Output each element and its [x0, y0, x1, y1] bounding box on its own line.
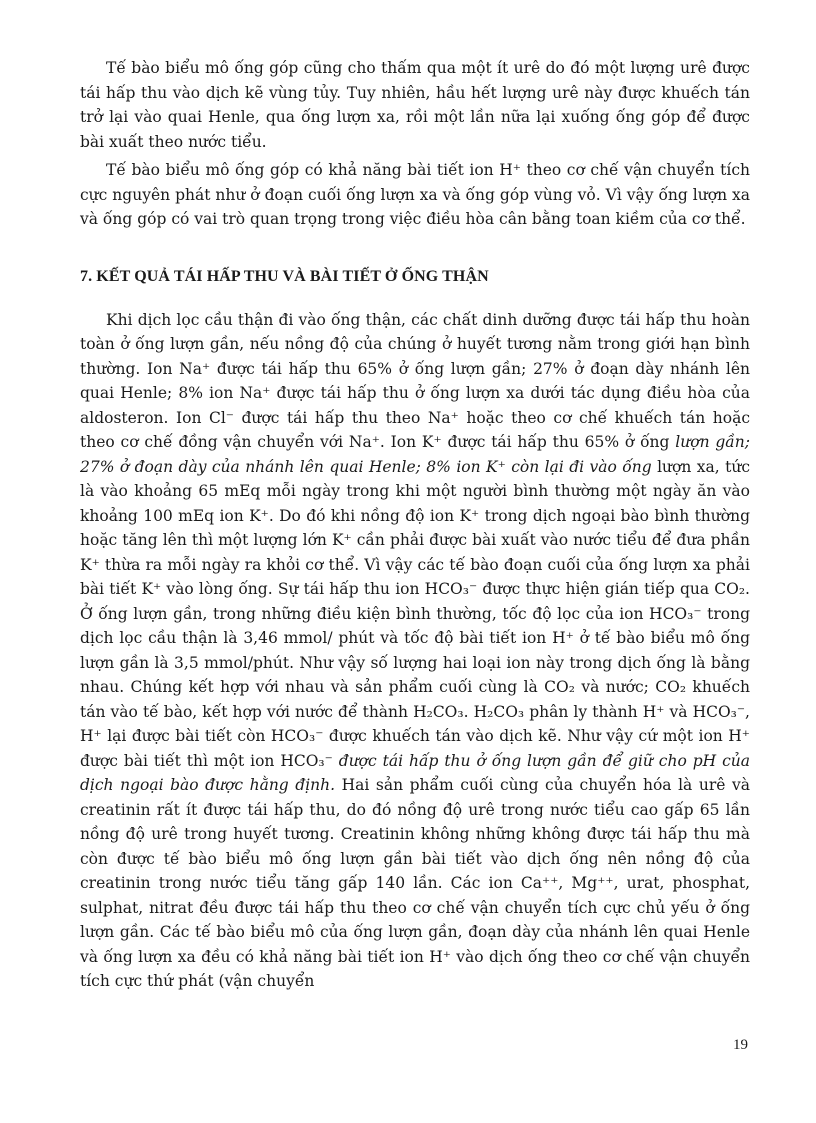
document-page: [80, 56, 750, 994]
paragraph-text-part3: lượn xa, tức là vào khoảng 65 mEq mỗi ngày trong khi một người bình thường một ngày ăn vào khoảng 100 mEq ion K⁺. Do đó khi nồng độ ion K⁺ trong dịch ngoại bào bình thường hoặc tăng lên thì một lượng lớn K⁺ cần phải được bài xuất vào nước tiểu để đưa phần K⁺ thừa ra mỗi ngày ra khỏi cơ thể. Vì vậy các tế bào đoạn cuối của ống lượn xa phải bài tiết K⁺ vào lòng ống. Sự tái hấp thu ion HCO₃⁻ được thực hiện gián tiếp qua CO₂. Ở ống lượn gần, trong những điều kiện bình thường, tốc độ lọc của ion HCO₃⁻ trong dịch lọc cầu thận là 3,46 mmol/ phút và tốc độ bài tiết ion H⁺ ở tế bào biểu mô ống lượn gần là 3,5 mmol/phút. Như vậy số lượng hai loại ion này trong dịch ống là bằng nhau. Chúng kết hợp với nhau và sản phẩm cuối cùng là CO₂ và nước; CO₂ khuếch tán vào tế bào, kết hợp với nước để thành H₂CO₃. H₂CO₃ phân ly thành H⁺ và HCO₃⁻, H⁺ lại được bài tiết còn HCO₃⁻ được khuếch tán vào dịch kẽ. Như vậy cứ một ion H⁺ được bài tiết thì một ion HCO₃⁻: [80, 457, 750, 770]
paragraph-h-secretion: Tế bào biểu mô ống góp có khả năng bài tiết ion H⁺ theo cơ chế vận chuyển tích cực nguyên phát như ở đoạn cuối ống lượn xa và ống góp vùng vỏ. Vì vậy ống lượn xa và ống góp có vai trò quan trọng trong việc điều hòa cân bằng toan kiềm của cơ thể.: [80, 161, 750, 228]
paragraph-urea-collecting-duct: Tế bào biểu mô ống góp cũng cho thấm qua một ít urê do đó một lượng urê được tái hấp thu vào dịch kẽ vùng tủy. Tuy nhiên, hầu hết lượng urê này được khuếch tán trở lại vào quai Henle, qua ống lượn xa, rồi một lần nữa lại xuống ống góp để được bài xuất theo nước tiểu.: [80, 59, 750, 151]
paragraph-text-italic-1: lượn gần; 27% ở đoạn dày của nhánh lên quai Henle; 8% ion K⁺ còn lại đi vào ống: [80, 433, 750, 476]
paragraph-text-part1: Khi dịch lọc cầu thận đi vào ống thận, các chất dinh dưỡng được tái hấp thu hoàn toàn ở ống lượn gần, nếu nồng độ của chúng ở huyết tương nằm trong giới hạn bình thường. Ion Na⁺ được tái hấp thu 65% ở ống lượn gần; 27% ở đoạn dày nhánh lên quai Henle; 8% ion Na⁺ được tái hấp thu ở ống lượn xa dưới tác dụng điều hòa của aldosteron. Ion Cl⁻ được tái hấp thu theo Na⁺ hoặc theo cơ chế khuếch tán hoặc theo cơ chế đồng vận chuyển với Na⁺. Ion K⁺ được tái hấp thu 65% ở ống: [80, 310, 750, 451]
paragraph-text-part5: Hai sản phẩm cuối cùng của chuyển hóa là urê và creatinin rất ít được tái hấp thu, do đó nồng độ urê trong nước tiểu cao gấp 65 lần nồng độ urê trong huyết tương. Creatinin không những không được tái hấp thu mà còn được tế bào biểu mô ống lượn gần bài tiết vào dịch ống nên nồng độ của creatinin trong nước tiểu tăng gấp 140 lần. Các ion Ca⁺⁺, Mg⁺⁺, urat, phosphat, sulphat, nitrat đều được tái hấp thu theo cơ chế vận chuyển tích cực chủ yếu ở ống lượn gần. Các tế bào biểu mô của ống lượn gần, đoạn dày của nhánh lên quai Henle và ống lượn xa đều có khả năng bài tiết ion H⁺ vào dịch ống theo cơ chế vận chuyển tích cực thứ phát (vận chuyển: [80, 776, 750, 990]
section-heading: 7. KẾT QUẢ TÁI HẤP THU VÀ BÀI TIẾT Ở ỐNG THẬN: [80, 267, 489, 285]
paragraph-text-italic-2: được tái hấp thu ở ống lượn gần để giữ cho pH của dịch ngoại bào được hằng định.: [80, 751, 751, 794]
page-number: 19: [733, 1037, 748, 1053]
paragraph-reabsorption-results: [80, 308, 750, 994]
